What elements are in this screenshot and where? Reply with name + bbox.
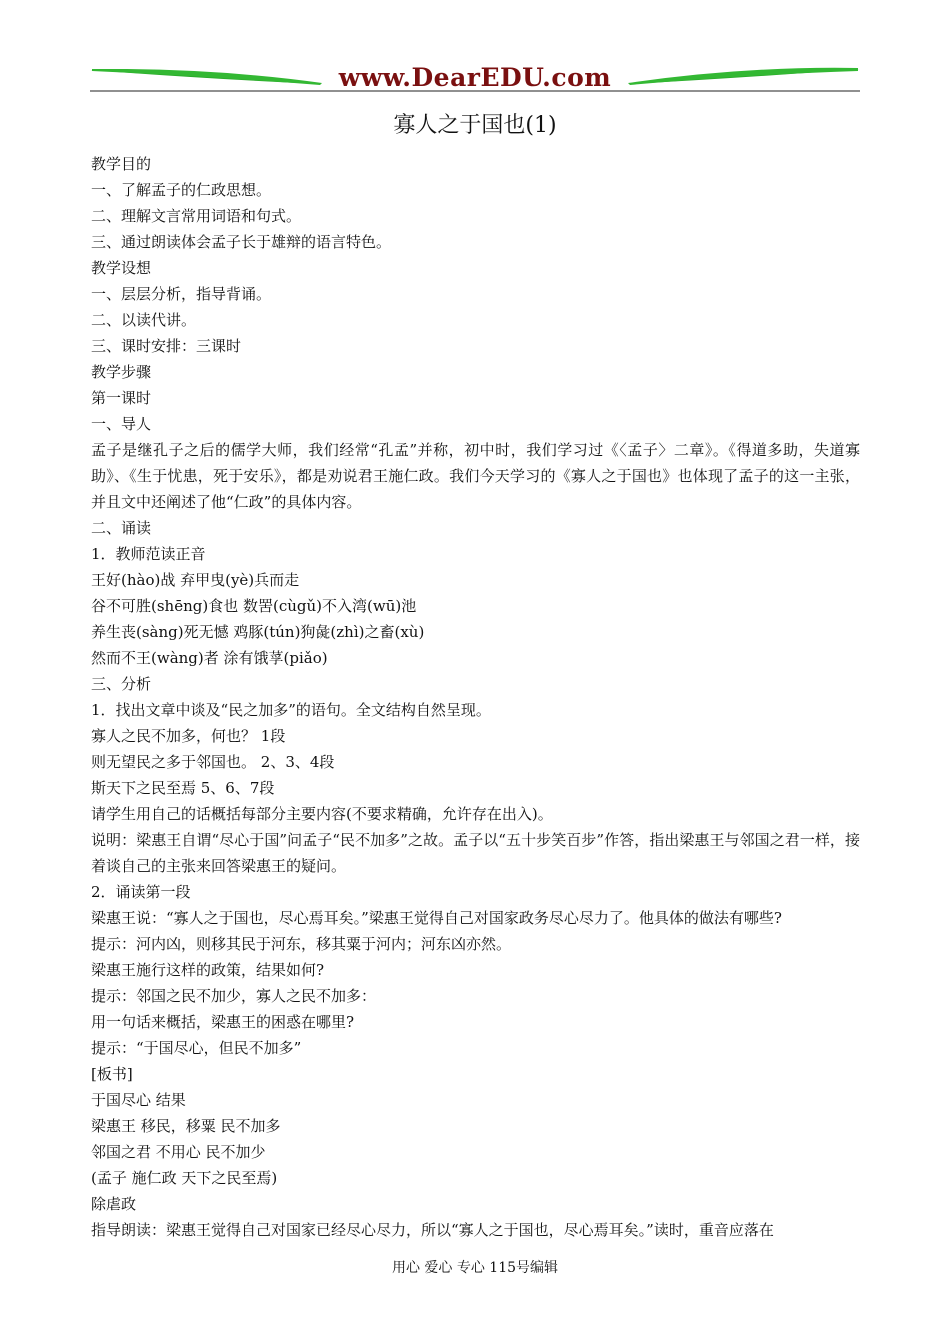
body-paragraph: 则无望民之多于邻国也。 2、3、4段: [91, 753, 335, 771]
site-logo-text: www.DearEDU.com: [338, 63, 612, 92]
body-paragraph: 除虐政: [91, 1195, 137, 1213]
body-paragraph: 教学目的: [91, 155, 152, 173]
body-paragraph: 请学生用自己的话概括每部分主要内容(不要求精确，允许存在出入)。: [91, 805, 553, 823]
body-paragraph: 指导朗读：梁惠王觉得自己对国家已经尽心尽力，所以“寡人之于国也，尽心焉耳矣。”读时，重音应落在: [91, 1221, 774, 1239]
body-paragraph: 养生丧(sàng)死无憾 鸡豚(tún)狗彘(zhì)之畜(xù): [91, 623, 425, 641]
body-paragraph: (孟子 施仁政 天下之民至焉): [91, 1169, 278, 1187]
body-paragraph: 梁惠王施行这样的政策，结果如何?: [91, 961, 325, 979]
document-body: [91, 151, 860, 1243]
body-paragraph: 一、层层分析，指导背诵。: [91, 285, 272, 303]
body-paragraph: 提示：河内凶，则移其民于河东，移其粟于河内；河东凶亦然。: [91, 935, 512, 953]
body-paragraph: 教学设想: [91, 259, 152, 277]
body-paragraph: 一、了解孟子的仁政思想。: [91, 181, 272, 199]
body-paragraph: 教学步骤: [91, 363, 152, 381]
body-paragraph: 斯天下之民至焉 5、6、7段: [91, 779, 275, 797]
body-paragraph: 王好(hào)战 弃甲曳(yè)兵而走: [91, 571, 300, 589]
body-paragraph: 于国尽心 结果: [91, 1091, 186, 1109]
body-paragraph: 三、分析: [91, 675, 152, 693]
body-paragraph: 一、导人: [91, 415, 152, 433]
body-paragraph: 第一课时: [91, 389, 152, 407]
body-paragraph: 用一句话来概括，梁惠王的困惑在哪里?: [91, 1013, 355, 1031]
body-paragraph: 二、以读代讲。: [91, 311, 197, 329]
body-paragraph: 1．教师范读正音: [91, 545, 206, 563]
body-paragraph: [板书]: [91, 1065, 133, 1083]
site-header-banner: [90, 62, 860, 94]
page-footer: 用心 爱心 专心 115号编辑: [391, 1260, 559, 1276]
body-paragraph: 说明：梁惠王自谓“尽心于国”问孟子“民不加多”之故。孟子以“五十步笑百步”作答，指出梁惠王与邻国之君一样，接着谈自己的主张来回答梁惠王的疑问。: [91, 831, 860, 875]
body-paragraph: 梁惠王 移民，移粟 民不加多: [91, 1117, 281, 1135]
body-paragraph: 2．诵读第一段: [91, 883, 191, 901]
body-paragraph: 梁惠王说：“寡人之于国也，尽心焉耳矣。”梁惠王觉得自己对国家政务尽心尽力了。他具体的做法有哪些?: [91, 909, 782, 927]
document-title: 寡人之于国也(1): [393, 113, 557, 138]
body-paragraph: 1．找出文章中谈及“民之加多”的语句。全文结构自然呈现。: [91, 701, 491, 719]
body-paragraph: 三、通过朗读体会孟子长于雄辩的语言特色。: [91, 233, 392, 251]
body-paragraph: 二、理解文言常用词语和句式。: [91, 207, 302, 225]
body-paragraph: 提示：邻国之民不加少，寡人之民不加多：: [91, 987, 377, 1005]
body-paragraph: 孟子是继孔子之后的儒学大师，我们经常“孔孟”并称，初中时，我们学习过《〈孟子〉二章》。《得道多助，失道寡助》、《生于忧患，死于安乐》，都是劝说君王施仁政。我们今天学习的《寡人之于国也》也体现了孟子的这一主张，并且文中还阐述了他“仁政”的具体内容。: [91, 441, 860, 511]
body-paragraph: 邻国之君 不用心 民不加少: [91, 1143, 266, 1161]
body-paragraph: 二、诵读: [91, 519, 152, 537]
body-paragraph: 提示：“于国尽心，但民不加多”: [91, 1039, 302, 1057]
body-paragraph: 三、课时安排：三课时: [91, 337, 242, 355]
body-paragraph: 然而不王(wàng)者 涂有饿莩(piǎo): [91, 649, 328, 667]
body-paragraph: 寡人之民不加多，何也？ 1段: [91, 727, 286, 745]
body-paragraph: 谷不可胜(shēng)食也 数罟(cùgǔ)不入湾(wū)池: [91, 597, 417, 615]
